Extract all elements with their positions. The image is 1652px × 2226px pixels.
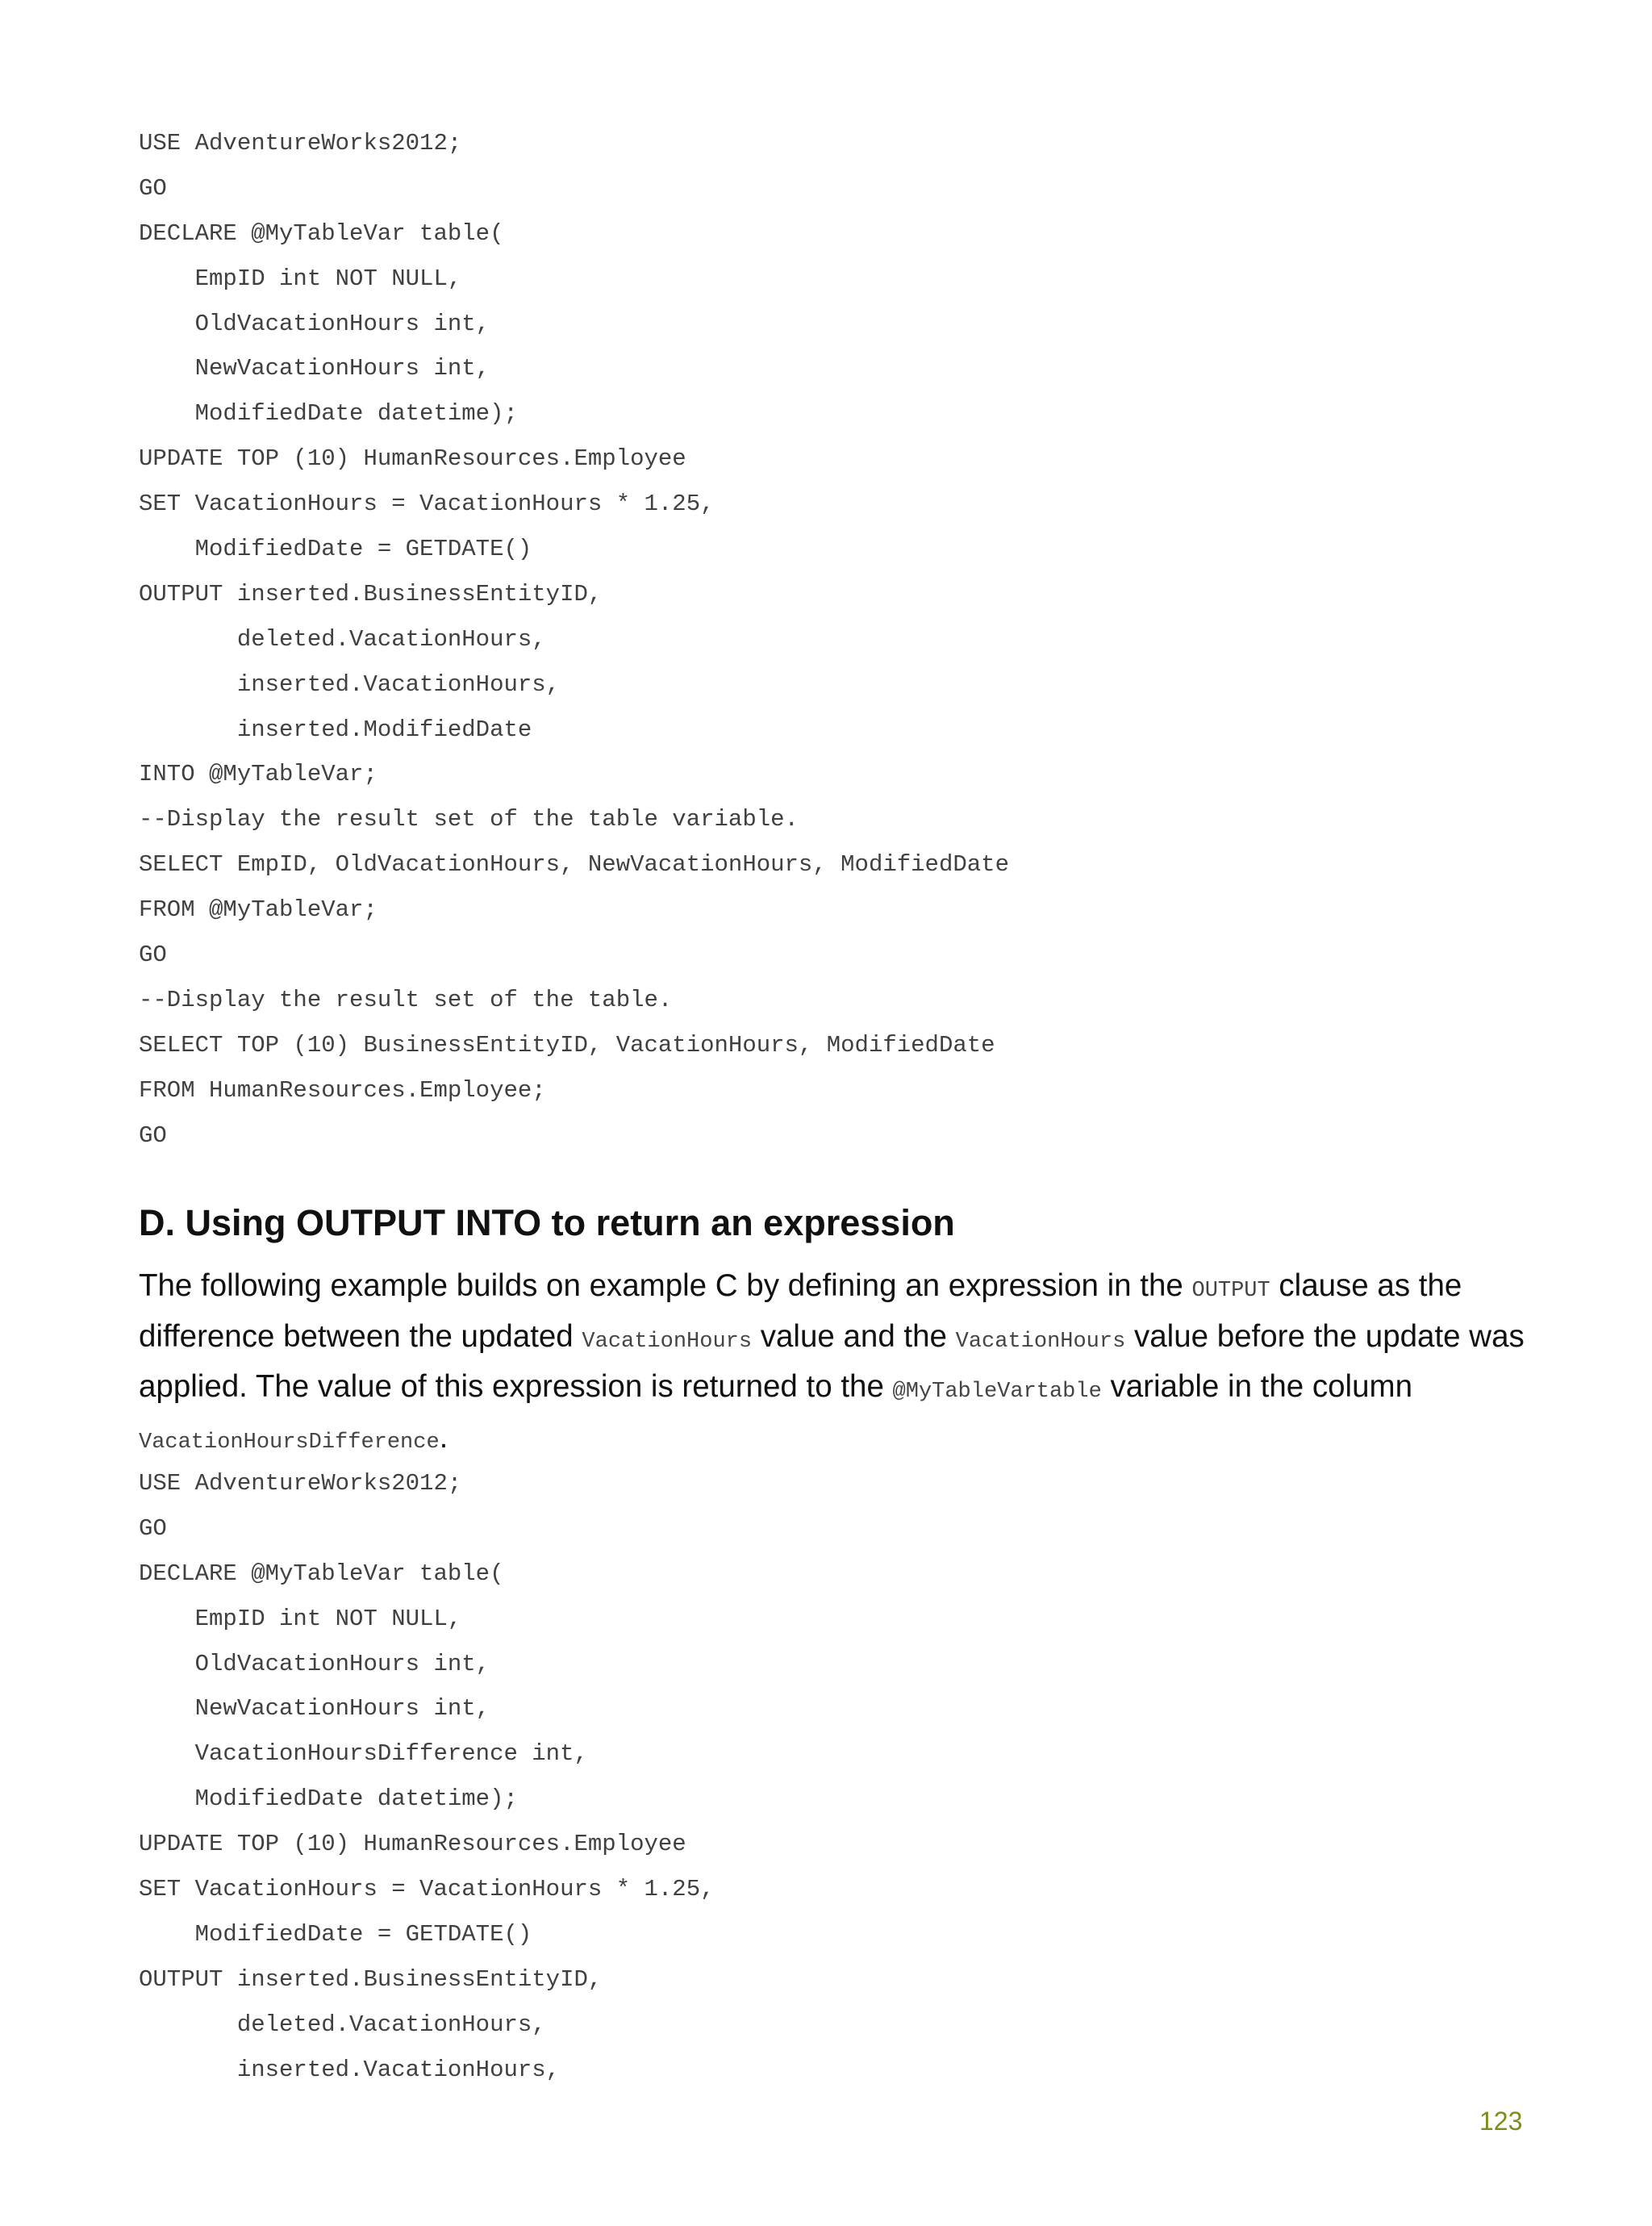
para-text-3: value and the — [752, 1318, 956, 1354]
para-text-6: . — [439, 1419, 448, 1455]
code-line: SET VacationHours = VacationHours * 1.25, — [139, 491, 715, 518]
code-line: GO — [139, 942, 167, 969]
para-code-vacationhours-1: VacationHours — [582, 1329, 753, 1354]
para-text-4: value before the update was applied. The value of this expression is returned to the — [139, 1318, 1525, 1404]
code-line: EmpID int NOT NULL, — [139, 265, 462, 292]
code-line: UPDATE TOP (10) HumanResources.Employee — [139, 445, 686, 473]
code-line: inserted.VacationHours, — [139, 2056, 561, 2083]
code-line: DECLARE @MyTableVar table( — [139, 219, 504, 247]
para-text-1: The following example builds on example C by defining an expression in the — [139, 1268, 1192, 1303]
code-line: FROM HumanResources.Employee; — [139, 1076, 546, 1104]
code-line: FROM @MyTableVar; — [139, 896, 378, 924]
code-line: UPDATE TOP (10) HumanResources.Employee — [139, 1831, 686, 1858]
code-line: ModifiedDate = GETDATE() — [139, 1920, 532, 1948]
para-code-vacationhours-2: VacationHours — [955, 1329, 1126, 1354]
code-line: GO — [139, 1121, 167, 1149]
para-code-difference: VacationHoursDifference — [139, 1430, 440, 1455]
code-line: USE AdventureWorks2012; — [139, 130, 462, 157]
code-line: ModifiedDate = GETDATE() — [139, 536, 532, 563]
code-line: deleted.VacationHours, — [139, 2011, 546, 2038]
code-line: SELECT TOP (10) BusinessEntityID, VacationHours, ModifiedDate — [139, 1031, 995, 1059]
code-line: inserted.ModifiedDate — [139, 716, 532, 743]
code-line: SELECT EmpID, OldVacationHours, NewVacationHours, ModifiedDate — [139, 851, 1009, 879]
code-line: deleted.VacationHours, — [139, 625, 546, 653]
code-line: OUTPUT inserted.BusinessEntityID, — [139, 580, 603, 608]
code-line: inserted.VacationHours, — [139, 670, 561, 698]
code-line: INTO @MyTableVar; — [139, 761, 378, 788]
code-line: ModifiedDate datetime); — [139, 400, 518, 428]
code-line: GO — [139, 174, 167, 202]
code-line: NewVacationHours int, — [139, 1695, 490, 1723]
section-paragraph — [139, 1263, 1526, 1465]
code-line: OldVacationHours int, — [139, 310, 490, 337]
code-line: DECLARE @MyTableVar table( — [139, 1560, 504, 1587]
code-line: --Display the result set of the table. — [139, 986, 673, 1013]
code-line: NewVacationHours int, — [139, 355, 490, 382]
code-line: OldVacationHours int, — [139, 1650, 490, 1677]
para-code-output: OUTPUT — [1191, 1279, 1270, 1303]
code-line: USE AdventureWorks2012; — [139, 1470, 462, 1497]
code-line: ModifiedDate datetime); — [139, 1785, 518, 1813]
code-line: SET VacationHours = VacationHours * 1.25, — [139, 1876, 715, 1903]
para-code-tablevar: @MyTableVartable — [892, 1380, 1102, 1404]
page-number: 123 — [1479, 2107, 1523, 2136]
code-line: --Display the result set of the table variable. — [139, 806, 799, 833]
para-text-2: clause as the difference between the updated — [139, 1268, 1462, 1354]
code-line: EmpID int NOT NULL, — [139, 1605, 462, 1632]
code-block-1 — [139, 121, 1009, 1158]
para-text-5: variable in the column — [1101, 1369, 1413, 1404]
section-heading: D. Using OUTPUT INTO to return an expression — [139, 1202, 955, 1243]
code-line: VacationHoursDifference int, — [139, 1740, 588, 1768]
code-block-2 — [139, 1461, 715, 2092]
code-line: OUTPUT inserted.BusinessEntityID, — [139, 1965, 603, 1993]
code-line: GO — [139, 1514, 167, 1542]
